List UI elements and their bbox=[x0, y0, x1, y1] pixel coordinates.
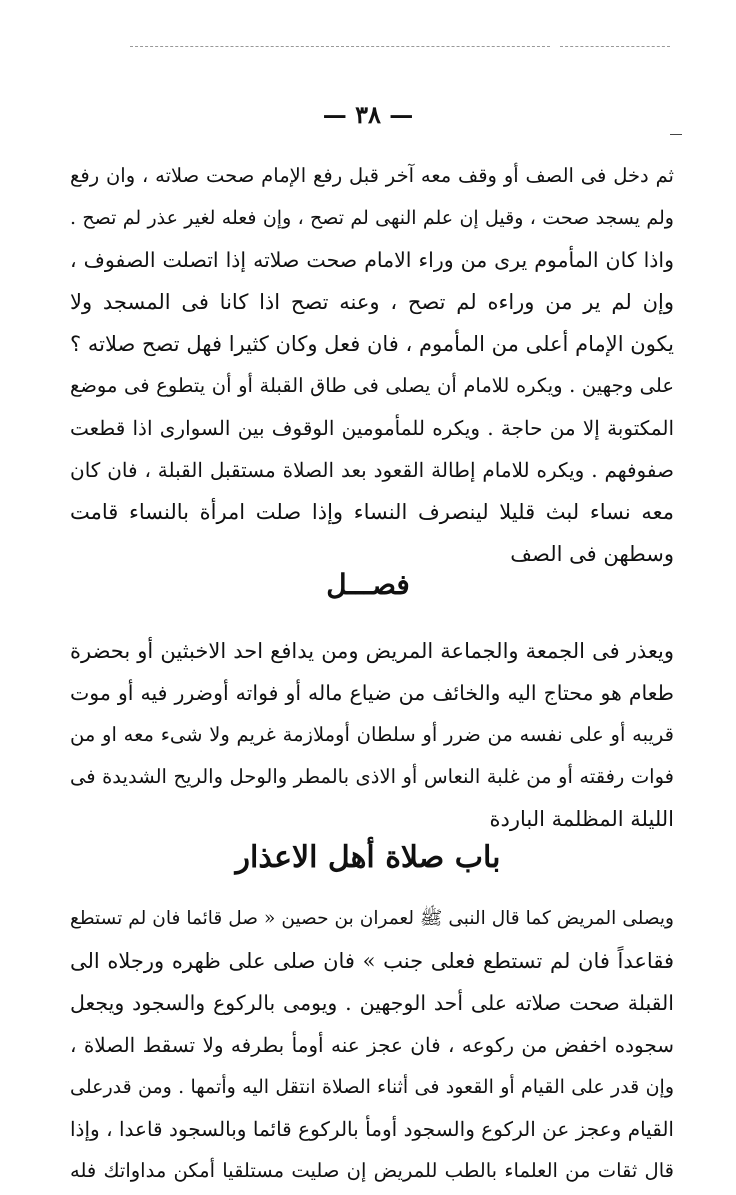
top-divider-line bbox=[130, 46, 550, 47]
text-line: وإن قدر على القيام أو القعود فى أثناء الصلاة انتقل اليه وأتمها . ومن قدرعلى bbox=[70, 1076, 674, 1098]
text-line: ولم يسجد صحت ، وقيل إن علم النهى لم تصح ، وإن فعله لغير عذر لم تصح . bbox=[70, 207, 674, 229]
section-heading: فصـــل bbox=[326, 568, 410, 601]
text-line: قريبه أو على نفسه من ضرر أو سلطان أوملازمة غريم ولا شىء معه او من bbox=[70, 723, 674, 746]
paragraph-1 bbox=[70, 155, 674, 575]
text-line: على وجهين . ويكره للامام أن يصلى فى طاق القبلة أو أن يتطوع فى موضع bbox=[70, 374, 674, 397]
text-line: ثم دخل فى الصف أو وقف معه آخر قبل رفع الإمام صحت صلاته ، وان رفع bbox=[70, 164, 674, 187]
text-line: الليلة المظلمة الباردة bbox=[489, 807, 674, 831]
text-line: فوات رفقته أو من غلبة النعاس أو الاذى بالمطر والوحل والريح الشديدة فى bbox=[70, 765, 674, 788]
text-line: قال ثقات من العلماء بالطب للمريض إن صليت مستلقيا أمكن مداواتك فله bbox=[70, 1159, 674, 1182]
text-line: ويعذر فى الجمعة والجماعة المريض ومن يدافع احد الاخبثين أو بحضرة bbox=[70, 639, 674, 663]
paragraph-2 bbox=[70, 630, 674, 840]
text-line: وسطهن فى الصف bbox=[510, 542, 674, 566]
text-line: واذا كان المأموم يرى من وراء الامام صحت صلاته إذا اتصلت الصفوف ، bbox=[70, 248, 674, 272]
text-line: سجوده اخفض من ركوعه ، فان عجز عنه أومأ بطرفه ولا تسقط الصلاة ، bbox=[70, 1033, 674, 1057]
text-line: وإن لم ير من وراءه لم تصح ، وعنه تصح اذا كانا فى المسجد ولا bbox=[70, 290, 674, 314]
chapter-heading: باب صلاة أهل الاعذار bbox=[235, 840, 501, 875]
text-line: القيام وعجز عن الركوع والسجود أومأ بالركوع قائما وبالسجود قاعدا ، وإذا bbox=[70, 1117, 674, 1141]
text-line: ويصلى المريض كما قال النبى ﷺ لعمران بن حصين « صل قائما فان لم تستطع bbox=[70, 908, 674, 929]
text-line: معه نساء لبث قليلا لينصرف النساء وإذا صلت امرأة بالنساء قامت bbox=[70, 500, 674, 524]
page-number: — ٣٨ — bbox=[322, 100, 414, 129]
text-line: طعام هو محتاج اليه والخائف من ضياع ماله أو فواته أوضرر فيه أو موت bbox=[70, 681, 674, 705]
margin-mark bbox=[670, 134, 682, 135]
text-line: فقاعداً فان لم تستطع فعلى جنب » فان صلى على ظهره ورجلاه الى bbox=[70, 949, 674, 973]
text-line: يكون الإمام أعلى من المأموم ، فان فعل وكان كثيرا فهل تصح صلاته ؟ bbox=[70, 332, 674, 356]
text-line: المكتوبة إلا من حاجة . ويكره للمأمومين الوقوف بين السوارى اذا قطعت bbox=[70, 416, 674, 440]
paragraph-3 bbox=[70, 898, 674, 1192]
text-line: القبلة صحت صلاته على أحد الوجهين . ويومى بالركوع والسجود ويجعل bbox=[70, 991, 674, 1015]
top-divider-line bbox=[560, 46, 670, 47]
text-line: صفوفهم . ويكره للامام إطالة القعود بعد الصلاة مستقبل القبلة ، فان كان bbox=[70, 458, 674, 482]
